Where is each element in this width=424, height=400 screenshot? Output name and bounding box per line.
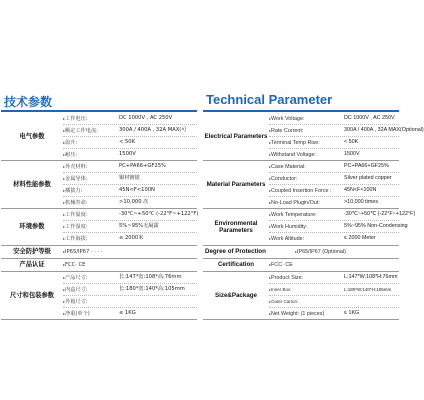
spec-group-material (203, 161, 399, 209)
spec-value: 铜材镀银 (119, 175, 140, 181)
spec-row (63, 125, 197, 137)
spec-value: L:180*W:140*H:105mm (344, 287, 392, 292)
spec-row (63, 284, 197, 296)
spec-row (63, 246, 197, 257)
spec-row (269, 296, 399, 308)
spec-label: ▸ 工作海拔: (63, 233, 88, 245)
spec-label: ▸ No-Load Plugin/Out: (269, 197, 320, 209)
title-underline (203, 110, 399, 112)
group-name: Environmental Parameters (214, 219, 258, 234)
spec-value: L:147*W:108*H:76mm (344, 274, 398, 280)
spec-value: 长:147*宽:108*高:76mm (119, 274, 182, 280)
spec-group-environment (1, 209, 197, 246)
spec-row (63, 185, 197, 197)
spec-label: ▸ 金属导体: (63, 173, 88, 185)
spec-row (269, 149, 399, 160)
spec-label: ▸ Work Altitude: (269, 233, 304, 245)
spec-value: PC+PA66+GF25% (119, 163, 166, 169)
spec-row (63, 161, 197, 173)
spec-row (63, 308, 197, 319)
spec-row (63, 272, 197, 284)
spec-value: ≤ 2000米 (119, 235, 144, 241)
spec-group-protection (203, 246, 399, 259)
spec-row (269, 113, 399, 125)
panel-title: Technical Parameter (206, 92, 333, 107)
spec-label: ▸ 机械寿命: (63, 197, 88, 209)
spec-value: 1500V (119, 151, 136, 157)
spec-group-protection (1, 246, 197, 259)
spec-value: 300A / 400A , 32A MAX(Optional) (344, 127, 424, 133)
spec-label: ▸ 外箱尺寸: (63, 296, 88, 308)
spec-row (63, 173, 197, 185)
group-name: 产品认证 (19, 261, 45, 269)
spec-label: ▸ IP65/IP67 · · · · (63, 246, 102, 258)
spec-label: ▸ Coupled Insertion Force : (269, 185, 332, 197)
spec-value: >10,000 次 (119, 199, 149, 205)
spec-row (63, 197, 197, 208)
spec-value: 5%~95% Non-Condensing (344, 223, 408, 229)
spec-row (269, 185, 399, 197)
spec-group-material (1, 161, 197, 209)
spec-label: ▸ Conductor: (269, 173, 297, 185)
spec-row (63, 221, 197, 233)
spec-value: < 50K (119, 139, 135, 145)
spec-row (269, 125, 424, 137)
spec-label: ▸ 内盒尺寸: (63, 284, 88, 296)
spec-label: ▸ Rate Current: (269, 125, 303, 137)
spec-label: ▸ 产品尺寸: (63, 272, 88, 284)
spec-label: ▸ Work Humidity: (269, 221, 307, 233)
spec-row (269, 173, 399, 185)
spec-row (63, 259, 197, 270)
spec-row (269, 308, 399, 319)
spec-group-certification (203, 259, 399, 272)
group-name: Electrical Parameters (204, 132, 268, 140)
group-name: 材料性能参数 (13, 180, 51, 188)
spec-value: 长:180*宽:140*高:105mm (119, 286, 185, 292)
group-name: 安全防护等级 (13, 248, 51, 256)
spec-row (269, 161, 399, 173)
spec-row (63, 149, 197, 160)
spec-label: ▸ 工作湿度: (63, 221, 88, 233)
spec-label: ▸ 温升: (63, 137, 77, 149)
spec-row (63, 113, 197, 125)
spec-label: ▸ 工作电压: (63, 113, 88, 125)
spec-group-electrical (203, 113, 424, 161)
spec-label: ▸ FCC· CE (269, 259, 293, 271)
group-name: Degree of Protection (205, 248, 266, 256)
spec-label: ▸ Outer Carton: (269, 296, 298, 307)
spec-row (63, 296, 197, 308)
spec-label: ▸ Work Voltage: (269, 113, 304, 125)
group-name: Certification (217, 261, 255, 269)
spec-value: < 50K (344, 139, 359, 145)
spec-label: ▸ FCC· CE (63, 259, 85, 271)
spec-value: -30℃~+50℃ (-22°F~+122°F) (344, 211, 416, 217)
spec-value: DC 1000V , AC 250V (119, 115, 173, 121)
spec-value: ≤ 1KG (344, 310, 360, 316)
group-name: 尺寸和包装参数 (9, 291, 55, 299)
spec-label: ▸ 额定工作电流: (63, 125, 98, 137)
spec-value: -30℃~+50℃ (-22°F~+122°F) (119, 211, 199, 217)
spec-label: ▸ IP65/IP67 (Optional) (295, 246, 346, 258)
spec-label: ▸ 净重(单个) (63, 308, 90, 320)
spec-value: Silver plated copper (344, 175, 392, 181)
group-name: Material Parameters (206, 180, 266, 188)
spec-group-size-package (203, 272, 399, 320)
spec-row (63, 209, 197, 221)
spec-label: ▸ Inner Box: (269, 284, 292, 295)
spec-label: ▸ 工作温度: (63, 209, 88, 221)
spec-label: ▸ Case Material: (269, 161, 306, 173)
spec-label: ▸ 外壳材料: (63, 161, 88, 173)
spec-value: >10,000 times (344, 199, 379, 205)
spec-group-certification (1, 259, 197, 272)
spec-row (269, 259, 399, 270)
spec-row (269, 221, 408, 233)
title-underline (1, 110, 197, 112)
group-name: 环境参数 (19, 223, 45, 231)
spec-label: ▸ Work Temperature: (269, 209, 317, 221)
spec-value: 5%~95%无凝露 (119, 223, 159, 229)
spec-label: ▸ Withstand Voltage: (269, 149, 316, 161)
spec-row (269, 284, 399, 296)
spec-row (63, 137, 197, 149)
spec-group-environment (203, 209, 416, 246)
spec-row (63, 233, 197, 244)
spec-row (269, 137, 399, 149)
spec-row (269, 209, 416, 221)
spec-value: 300A / 400A , 32A MAX(可 (119, 127, 187, 133)
spec-value: PC+PA66+GF25% (344, 163, 389, 169)
spec-label: ▸ Terminal Temp Rise: (269, 137, 320, 149)
spec-row (295, 246, 399, 257)
spec-value: ≤ 2000 Meter (344, 235, 376, 241)
spec-label: ▸ 插拔力: (63, 185, 82, 197)
spec-label: ▸ Net Weight: (1 pieces) (269, 308, 324, 320)
spec-group-electrical (1, 113, 197, 161)
spec-label: ▸ Product Size: (269, 272, 303, 284)
spec-row (269, 197, 399, 208)
spec-value: DC 1000V , AC 250V (344, 115, 395, 121)
group-name: 电气参数 (19, 132, 45, 140)
spec-value: 45N<F<100N (119, 187, 155, 193)
spec-group-size-package (1, 272, 197, 320)
spec-label: ▸ 耐压: (63, 149, 77, 161)
spec-row (269, 233, 399, 244)
spec-value: 45N<F<100N (344, 187, 377, 193)
spec-row (269, 272, 399, 284)
spec-value: ≤ 1KG (119, 310, 136, 316)
panel-title: 技术参数 (4, 95, 53, 109)
group-name: Size&Package (215, 291, 257, 299)
spec-value: 1500V (344, 151, 360, 157)
